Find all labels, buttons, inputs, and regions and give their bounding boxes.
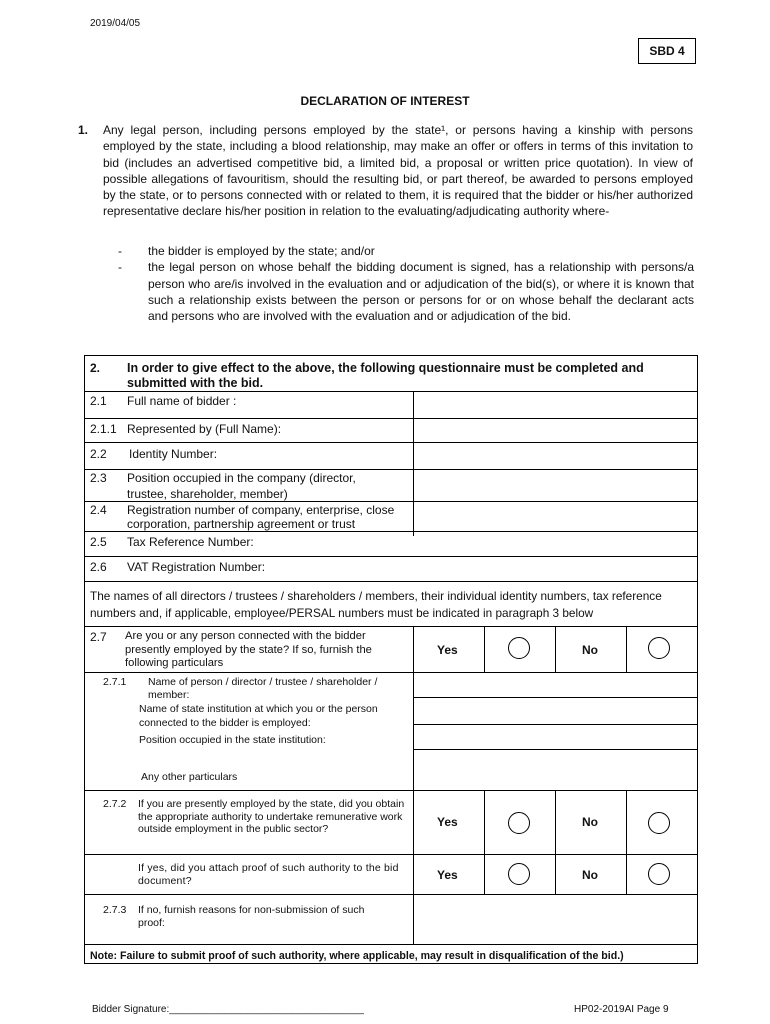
q271-institution-label: Name of state institution at which you or the person connected to the bidder is employed: xyxy=(139,703,378,729)
represented-by-field[interactable] xyxy=(415,419,695,441)
bullet-marker: - xyxy=(118,244,122,258)
q27-yes-label: Yes xyxy=(437,643,458,657)
row-number: 2.7.1 xyxy=(103,676,127,688)
identity-number-field[interactable] xyxy=(415,443,695,468)
questionnaire-table xyxy=(84,355,698,964)
section-1-number: 1. xyxy=(78,123,89,137)
q273-reasons-field[interactable] xyxy=(415,895,695,943)
vat-registration-label: VAT Registration Number: xyxy=(127,560,266,574)
represented-by-label: Represented by (Full Name): xyxy=(127,422,282,436)
bullet-text: the bidder is employed by the state; and/or xyxy=(148,244,375,258)
row-number: 2.7.2 xyxy=(103,798,127,810)
tax-reference-field[interactable] xyxy=(415,532,695,555)
section-1-text: Any legal person, including persons employed by the state¹, or persons having a kinship with persons employed by the state, including a blood relationship, may make an offer or offers in terms of this invitation to bid (includes an advertised competitive bid, a limited bid, a proposal or written price quotation). In view of possible allegations of favouritism, should the resulting bid, or part thereof, be awarded to persons employed by the state, or to persons connected with or related to them, it is required that the bidder or his/her authorized representative declare his/her position in relation to the evaluating/adjudicating authority where- xyxy=(103,123,693,219)
registration-number-label: Registration number of company, enterprise, close corporation, partnership agreement or trust xyxy=(127,503,395,531)
position-label: Position occupied in the company (director, trustee, shareholder, member) xyxy=(127,471,356,501)
tax-reference-label: Tax Reference Number: xyxy=(127,535,254,549)
q272b-text: If yes, did you attach proof of such authority to the bid document? xyxy=(138,862,399,887)
q272b-no-label: No xyxy=(582,868,598,882)
bidder-signature-line[interactable]: Bidder Signature:___________________________________ xyxy=(92,1004,364,1015)
row-number: 2.3 xyxy=(90,471,107,485)
section-2-number: 2. xyxy=(90,361,101,375)
row-number: 2.7.3 xyxy=(103,904,127,916)
q271-name-field[interactable] xyxy=(415,673,695,696)
page-reference: HP02-2019AI Page 9 xyxy=(574,1004,669,1015)
q27-no-radio[interactable] xyxy=(648,637,670,659)
q272-no-label: No xyxy=(582,815,598,829)
row-number: 2.7 xyxy=(90,630,107,644)
q273-text: If no, furnish reasons for non-submission of such proof: xyxy=(138,904,365,929)
registration-number-field[interactable] xyxy=(415,502,695,530)
bullet-item xyxy=(118,243,694,259)
q272b-no-radio[interactable] xyxy=(648,863,670,885)
q271-other-field[interactable] xyxy=(415,750,695,789)
full-name-field[interactable] xyxy=(415,392,695,417)
row-number: 2.4 xyxy=(90,503,107,517)
section-2-heading: In order to give effect to the above, the following questionnaire must be completed and submitted with the bid. xyxy=(127,361,644,390)
q272b-yes-radio[interactable] xyxy=(508,863,530,885)
row-number: 2.6 xyxy=(90,560,107,574)
q27-text: Are you or any person connected with the bidder presently employed by the state? If so, furnish the following particulars xyxy=(125,630,372,669)
bullet-marker: - xyxy=(118,260,122,275)
identity-number-label: Identity Number: xyxy=(129,447,218,461)
vat-registration-field[interactable] xyxy=(415,557,695,580)
q272-no-radio[interactable] xyxy=(648,812,670,834)
q271-position-label: Position occupied in the state institution: xyxy=(139,734,326,746)
row-number: 2.1 xyxy=(90,394,107,408)
q271-name-label: Name of person / director / trustee / shareholder / member: xyxy=(148,676,378,701)
q27-no-label: No xyxy=(582,643,598,657)
document-date: 2019/04/05 xyxy=(90,18,141,29)
row-number: 2.2 xyxy=(90,447,107,461)
position-field[interactable] xyxy=(415,470,695,500)
bullet-text: the legal person on whose behalf the bidding document is signed, has a relationship with persons/a person who are/is involved in the evaluation and or adjudication of the bid(s), or where it is known that such a relationship exists between the person or persons for or on whose behalf the declarant acts and persons who are involved with the evaluation and or adjudication of the bid. xyxy=(148,260,694,324)
failure-note: Note: Failure to submit proof of such authority, where applicable, may result in disqualification of the bid.) xyxy=(90,950,624,962)
q272-yes-label: Yes xyxy=(437,815,458,829)
row-number: 2.5 xyxy=(90,535,107,549)
page-title: DECLARATION OF INTEREST xyxy=(300,94,470,108)
row-number: 2.1.1 xyxy=(90,422,117,436)
form-code-box: SBD 4 xyxy=(638,38,696,64)
section-1-bullets xyxy=(118,243,694,324)
q27-yes-radio[interactable] xyxy=(508,637,530,659)
q272-yes-radio[interactable] xyxy=(508,812,530,834)
q272b-yes-label: Yes xyxy=(437,868,458,882)
q272-text: If you are presently employed by the state, did you obtain the appropriate authority to undertake remunerative work outside employment in the public sector? xyxy=(138,798,405,835)
q271-other-label: Any other particulars xyxy=(141,771,238,783)
full-name-label: Full name of bidder : xyxy=(127,394,237,408)
directors-note: The names of all directors / trustees / shareholders / members, their individual identity numbers, tax reference numbers and, if applicable, employee/PERSAL numbers must be indicated in paragraph 3 below xyxy=(90,589,662,620)
q271-position-field[interactable] xyxy=(415,725,695,748)
q271-institution-field[interactable] xyxy=(415,698,695,723)
bullet-item xyxy=(118,259,694,324)
